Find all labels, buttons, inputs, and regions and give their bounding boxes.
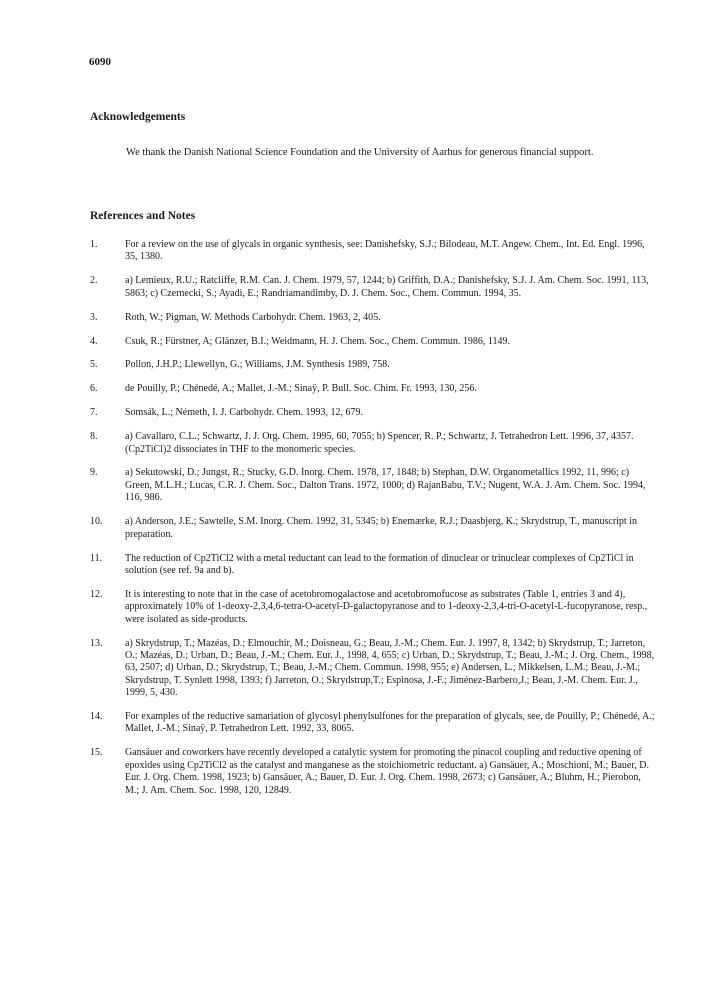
reference-item [90,553,655,578]
reference-number: 3. [90,311,98,323]
reference-number: 11. [90,552,103,564]
acknowledgements-heading: Acknowledgements [90,111,186,123]
reference-number: 6. [90,383,98,395]
reference-text: Gansäuer and coworkers have recently developed a catalytic system for promoting the pinacol coupling and reductive opening of epoxides using Cp2TiCl2 as the catalyst and manganese as the stoichiometric reductant. a) Gansäuer, A.; Moschioni, M.; Bauer, D. Eur. J. Org. Chem. 1998, 1923; b) Gansäuer, A.; Bauer, D. Eur. J. Org. Chem. 1998, 2673; c) Gansäuer, A.; Bluhm, H.; Pierobon, M.; J. Am. Chem. Soc. 1998, 120, 12849. [125,747,649,796]
reference-number: 4. [90,335,98,347]
reference-text: Roth, W.; Pigman, W. Methods Carbohydr. Chem. 1963, 2, 405. [125,311,381,323]
reference-text: a) Skrydstrup, T.; Mazéas, D.; Elmouchir, M.; Doisneau, G.; Beau, J.-M.; Chem. Eur. J. 1997, 8, 1342; b) Skrydstrup, T.; Jarreton, O.; Mazéas, D.; Urban, D.; Beau, J.-M.; Chem. Eur. J., 1998, 4, 655; c) Urban, D.; Skrydstrup, T.; Beau, J.-M.; J. Org. Chem., 1998, 63, 2507; d) Urban, D.; Skrydstrup, T.; Beau, J.-M.; Chem. Commun. 1998, 955; e) Andersen, L.; Mikkelsen, L.M.; Beau, J.-M.; Skrydstrup, T. Synlett 1998, 1393; f) Jarreton, O.; Skrydstrup,T.; Espinosa, J.-F.; Jiménez-Barbero,J.; Beau, J.-M. Chem. Eur. J., 1999, 5, 430. [125,637,655,699]
reference-item [90,516,655,541]
reference-number: 1. [90,239,98,250]
reference-number: 10. [90,516,103,528]
reference-text: Csuk, R.; Fürstner, A; Glänzer, B.I.; Weidmann, H. J. Chem. Soc., Chem. Commun. 1986, 1149. [125,335,511,347]
reference-item [90,336,655,348]
reference-number: 15. [90,747,103,759]
reference-item [90,275,655,300]
reference-item [90,638,655,700]
reference-item [90,359,655,371]
reference-item [90,239,655,264]
reference-text: a) Sekutowski, D.; Jungst, R.; Stucky, G.D. Inorg. Chem. 1978, 17, 1848; b) Stephan, D.W. Organometallics 1992, 11, 996; c) Green, M.L.H.; Lucas, C.R. J. Chem. Soc., Dalton Trans. 1972, 1000; d) RajanBabu, T.V.; Nugent, W.A. J. Am. Chem. Soc. 1994, 116, 986. [125,467,646,504]
reference-text: de Pouilly, P.; Chénedé, A.; Mallet, J.-M.; Sinaÿ, P. Bull. Soc. Chim. Fr. 1993, 130, 256. [125,383,477,395]
acknowledgements-text: We thank the Danish National Science Foundation and the University of Aarhus for generous financial support. [126,147,594,158]
reference-item [90,383,655,395]
reference-text: a) Anderson, J.E.; Sawtelle, S.M. Inorg. Chem. 1992, 31, 5345; b) Enemærke, R.J.; Daasbjerg, K.; Skrydstrup, T., manuscript in preparation. [125,516,637,540]
reference-number: 2. [90,275,98,287]
reference-number: 5. [90,359,98,371]
reference-number: 13. [90,637,103,649]
reference-item [90,747,655,797]
reference-text: Pollon, J.H.P.; Llewellyn, G.; Williams, J.M. Synthesis 1989, 758. [125,359,390,371]
reference-text: The reduction of Cp2TiCl2 with a metal reductant can lead to the formation of dinuclear or trinuclear complexes of Cp2TiCl in solution (see ref. 9a and b). [125,552,634,576]
page-number: 6090 [89,56,111,68]
reference-list [90,239,655,809]
reference-text: a) Lemieux, R.U.; Ratcliffe, R.M. Can. J. Chem. 1979, 57, 1244; b) Griffith, D.A.; Danishefsky, S.J. J. Am. Chem. Soc. 1991, 113, 5863; c) Czernecki, S.; Ayadi, E.; Randriamandimby, D. J. Chem. Soc., Chem. Commun. 1994, 35. [125,275,649,299]
reference-number: 12. [90,588,103,600]
reference-text: It is interesting to note that in the case of acetobromogalactose and acetobromofucose as substrates (Table 1, entries 3 and 4), approximately 10% of 1-deoxy-2,3,4,6-tetra-O-acetyl-D-galactopyranose and to 1-deoxy-2,3,4-tri-O-acetyl-L-fucopyranose, resp., were isolated as side-products. [125,588,648,625]
reference-text: Somsák, L.; Németh, I. J. Carbohydr. Chem. 1993, 12, 679. [125,407,364,419]
reference-item [90,589,655,626]
reference-item [90,407,655,419]
reference-item [90,467,655,504]
reference-item [90,431,655,456]
reference-number: 7. [90,407,98,419]
reference-number: 14. [90,711,103,723]
reference-text: a) Cavallaro, C.L.; Schwartz, J. J. Org. Chem. 1995, 60, 7055; b) Spencer, R. P.; Schwartz, J. Tetrahedron Lett. 1996, 37, 4357. (Cp2TiCl)2 dissociates in THF to the monomeric species. [125,431,634,455]
reference-text: For examples of the reductive samariation of glycosyl phenylsulfones for the preparation of glycals, see, de Pouilly, P.; Chénedé, A.; Mallet, J.-M.; Sinaÿ, P. Tetrahedron Lett. 1992, 33, 8065. [125,711,655,735]
reference-text: For a review on the use of glycals in organic synthesis, see: Danishefsky, S.J.; Bilodeau, M.T. Angew. Chem., Int. Ed. Engl. 1996, 35, 1380. [125,239,645,263]
reference-item [90,312,655,324]
reference-number: 9. [90,467,98,479]
reference-number: 8. [90,431,98,443]
references-heading: References and Notes [90,210,196,222]
reference-item [90,711,655,736]
